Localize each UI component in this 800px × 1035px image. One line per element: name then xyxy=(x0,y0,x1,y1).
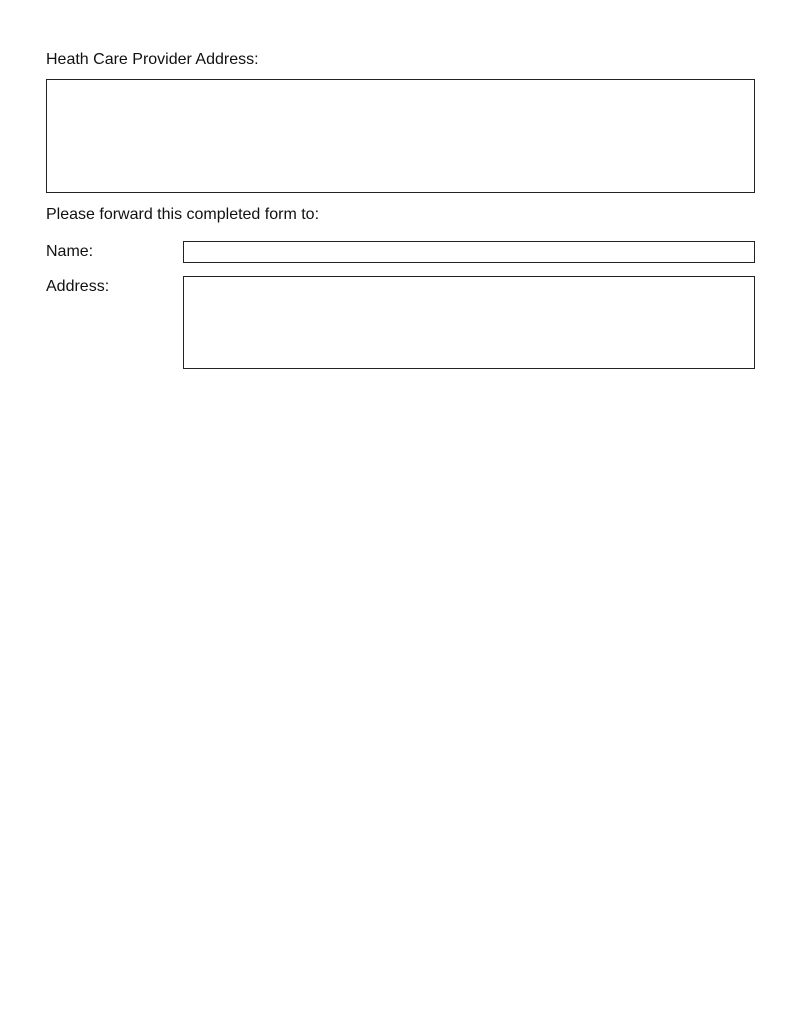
forward-instruction: Please forward this completed form to: xyxy=(46,206,320,223)
provider-address-label: Heath Care Provider Address: xyxy=(46,51,259,68)
provider-address-field[interactable] xyxy=(46,79,755,193)
name-label: Name: xyxy=(46,243,94,260)
address-field[interactable] xyxy=(183,276,755,369)
address-label: Address: xyxy=(46,278,110,295)
name-field[interactable] xyxy=(183,241,755,263)
